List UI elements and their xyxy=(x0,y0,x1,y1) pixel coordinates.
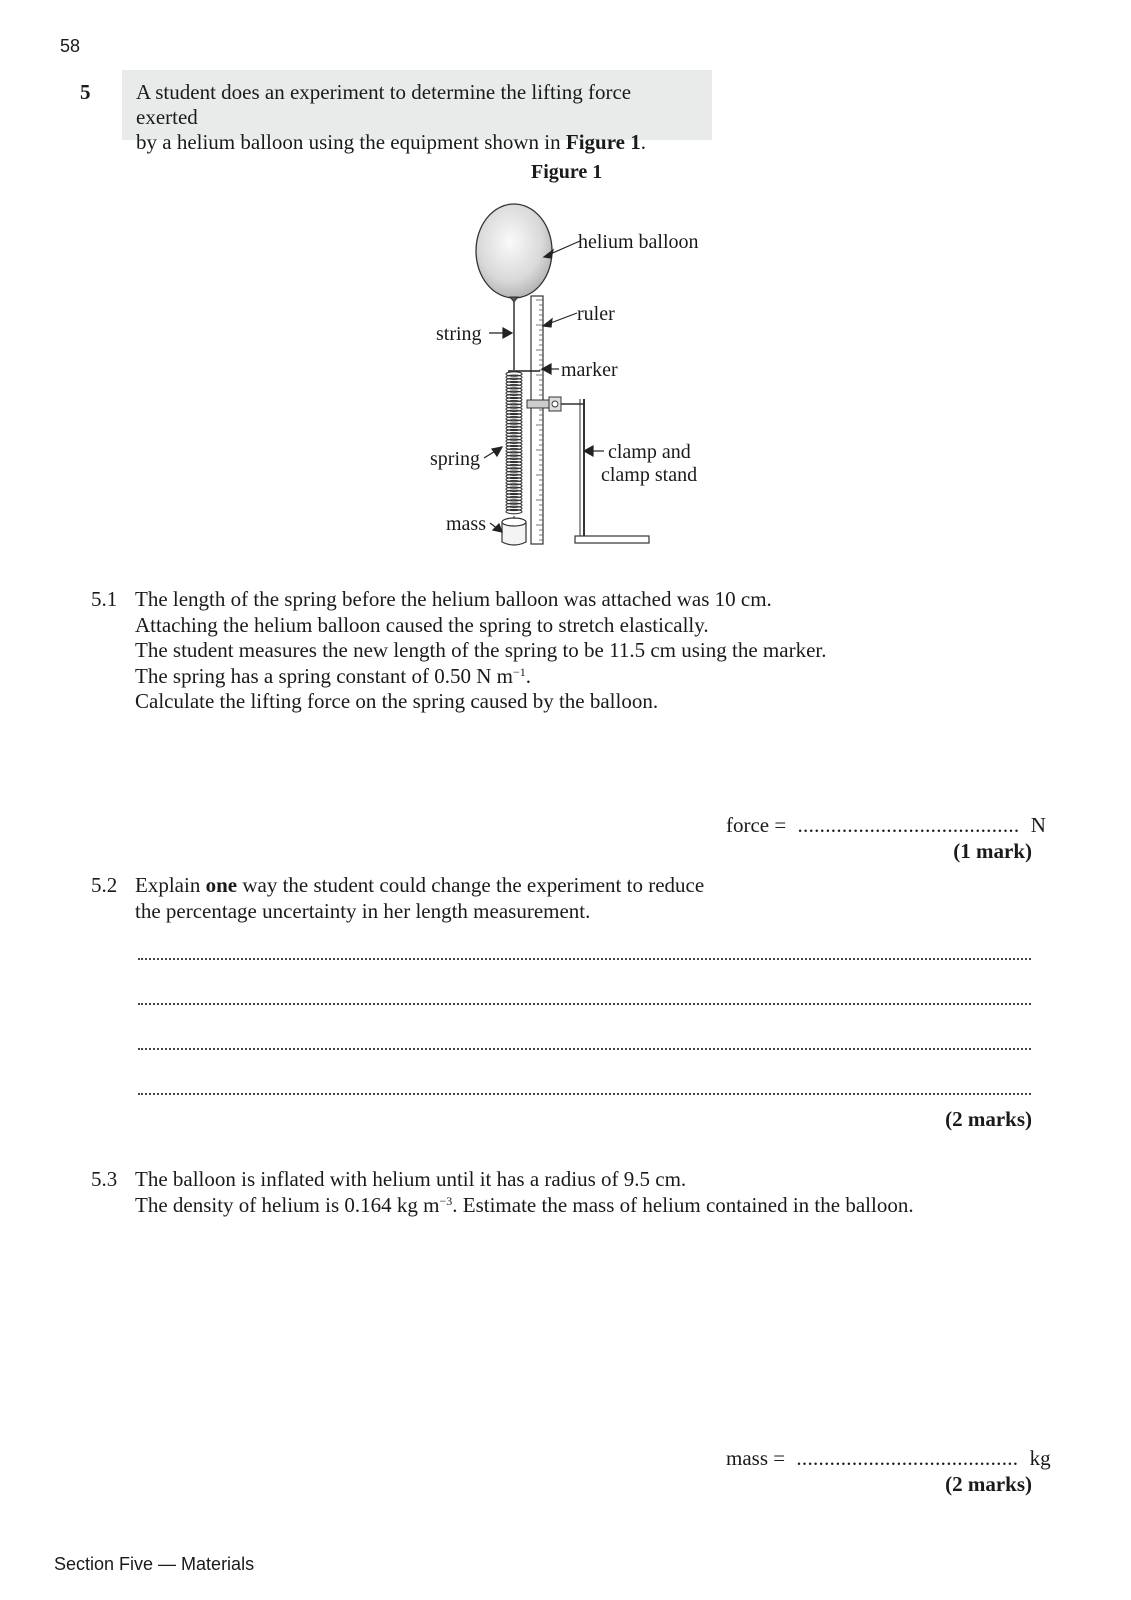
answer-line-3[interactable] xyxy=(138,1048,1031,1050)
question-number: 5 xyxy=(80,80,91,104)
part-5-1-marks: (1 mark) xyxy=(953,839,1032,863)
force-answer-dots: ........................................ xyxy=(797,813,1020,837)
mass-unit: kg xyxy=(1029,1446,1051,1470)
answer-line-2[interactable] xyxy=(138,1003,1031,1005)
figure-diagram xyxy=(0,0,1131,560)
part-5-3-text: The balloon is inflated with helium until it has a radius of 9.5 cm. The density of helium is 0.164 kg $m^{-3}$. Estimate the mass of helium contained in the balloon. xyxy=(135,1167,914,1217)
label-clamp-2: clamp stand xyxy=(601,464,698,486)
part-5-1-text: The length of the spring before the helium balloon was attached was 10 cm. Attaching the helium balloon caused the spring to stretch elastically. The student measures the new length of the spring to be 11.5 cm using the marker. The spring has a spring constant of 0.50 N $m^{-1}$. Calculate the lifting force on the spring caused by the balloon. xyxy=(135,587,827,713)
intro-figure-ref: Figure 1 xyxy=(565,130,641,154)
page-number: 58 xyxy=(60,36,81,56)
label-string: string xyxy=(436,323,482,345)
part-5-1-number: 5.1 xyxy=(91,587,118,611)
mass-answer-dots: ........................................ xyxy=(796,1446,1019,1470)
intro-line-2: by a helium balloon using the equipment shown in Figure 1. xyxy=(136,130,646,154)
label-helium-balloon: helium balloon xyxy=(578,231,699,253)
mass-answer-line[interactable] xyxy=(726,1446,1051,1471)
part-5-3-marks: (2 marks) xyxy=(945,1472,1032,1496)
force-answer-line[interactable] xyxy=(726,813,1046,838)
label-marker: marker xyxy=(561,359,618,381)
label-spring: spring xyxy=(430,448,480,470)
clamp-stand-base xyxy=(575,536,649,543)
intro-line-1: A student does an experiment to determine the lifting force exerted xyxy=(136,80,632,129)
answer-line-4[interactable] xyxy=(138,1093,1031,1095)
footer-section: Section Five — Materials xyxy=(54,1554,255,1574)
part-5-3-number: 5.3 xyxy=(91,1167,118,1191)
part-5-2-text: Explain one way the student could change the experiment to reduce the percentage uncertainty in her length measurement. xyxy=(135,873,705,923)
mass-label: mass = xyxy=(726,1446,786,1470)
figure-title: Figure 1 xyxy=(531,161,603,183)
label-ruler: ruler xyxy=(577,303,615,325)
spring xyxy=(506,372,522,514)
answer-line-1[interactable] xyxy=(138,958,1031,960)
force-unit: N xyxy=(1030,813,1046,837)
force-label: force = xyxy=(726,813,787,837)
part-5-2-number: 5.2 xyxy=(91,873,118,897)
clamp-jaw xyxy=(527,400,549,408)
label-mass: mass xyxy=(446,513,486,535)
balloon xyxy=(476,204,552,298)
emphasis-one: one xyxy=(205,873,238,897)
label-clamp-1: clamp and xyxy=(608,441,691,463)
part-5-2-marks: (2 marks) xyxy=(945,1107,1032,1131)
